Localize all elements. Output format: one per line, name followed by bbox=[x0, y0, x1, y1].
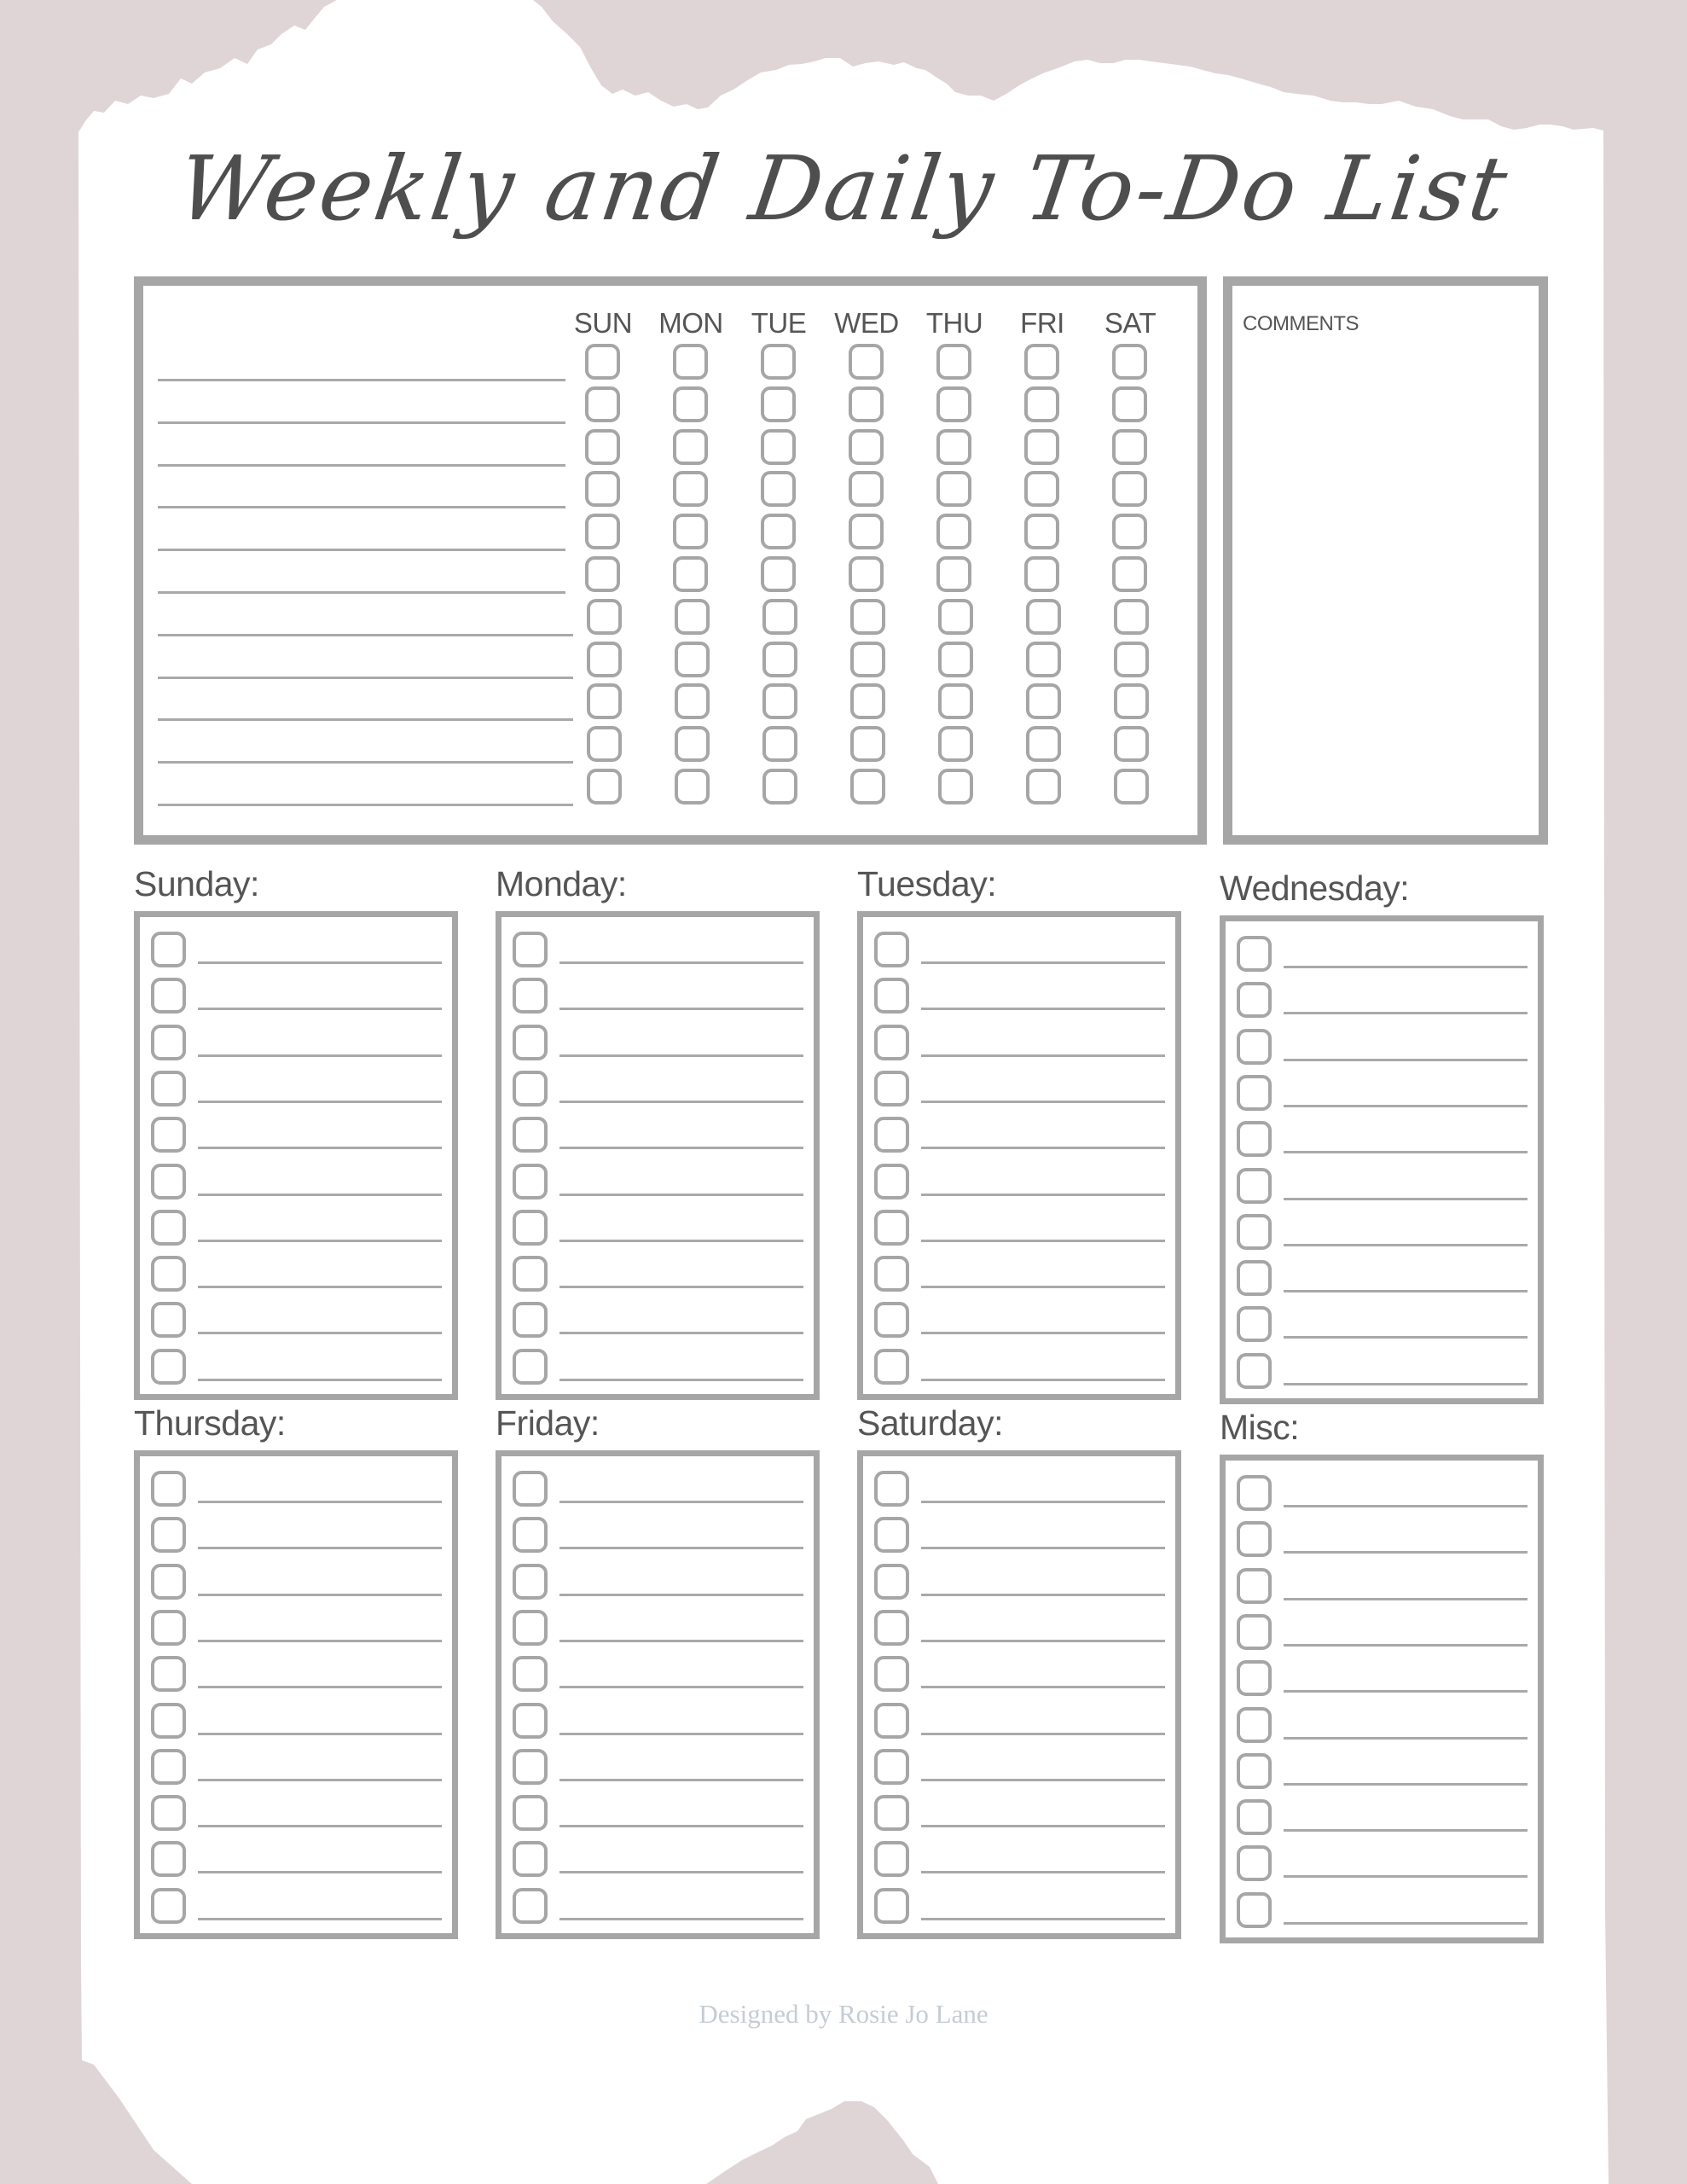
weekly-checkbox-sat[interactable] bbox=[1112, 556, 1147, 592]
task-line[interactable] bbox=[198, 1332, 442, 1334]
task-line[interactable] bbox=[1284, 1151, 1528, 1153]
task-line[interactable] bbox=[198, 1101, 442, 1103]
task-checkbox[interactable] bbox=[1237, 1614, 1272, 1650]
task-line[interactable] bbox=[1284, 1690, 1528, 1693]
weekly-checkbox-fri[interactable] bbox=[1024, 386, 1059, 422]
task-line[interactable] bbox=[921, 1686, 1165, 1688]
task-checkbox[interactable] bbox=[874, 1517, 909, 1553]
task-line[interactable] bbox=[921, 1332, 1165, 1334]
weekly-checkbox-wed[interactable] bbox=[849, 556, 884, 592]
task-checkbox[interactable] bbox=[874, 1256, 909, 1292]
task-checkbox[interactable] bbox=[874, 1117, 909, 1153]
weekly-checkbox-tue[interactable] bbox=[761, 471, 796, 507]
task-line[interactable] bbox=[198, 1640, 442, 1642]
task-checkbox[interactable] bbox=[151, 1564, 186, 1600]
comments-box[interactable] bbox=[1223, 276, 1548, 845]
weekly-checkbox-wed[interactable] bbox=[850, 642, 885, 677]
weekly-checkbox-sun[interactable] bbox=[587, 769, 622, 804]
weekly-checkbox-mon[interactable] bbox=[673, 429, 708, 465]
weekly-checkbox-wed[interactable] bbox=[849, 429, 884, 465]
task-checkbox[interactable] bbox=[151, 1703, 186, 1739]
task-line[interactable] bbox=[559, 1547, 803, 1549]
task-checkbox[interactable] bbox=[513, 1471, 548, 1507]
task-checkbox[interactable] bbox=[151, 1302, 186, 1338]
task-line[interactable] bbox=[1284, 1505, 1528, 1507]
weekly-checkbox-thu[interactable] bbox=[938, 683, 973, 719]
task-line[interactable] bbox=[559, 1871, 803, 1873]
weekly-checkbox-sat[interactable] bbox=[1112, 471, 1147, 507]
task-line[interactable] bbox=[559, 1733, 803, 1735]
weekly-checkbox-mon[interactable] bbox=[673, 471, 708, 507]
task-checkbox[interactable] bbox=[1237, 1353, 1272, 1389]
weekly-task-line[interactable] bbox=[158, 804, 573, 806]
weekly-checkbox-wed[interactable] bbox=[850, 769, 885, 804]
task-checkbox[interactable] bbox=[1237, 1306, 1272, 1342]
task-checkbox[interactable] bbox=[513, 978, 548, 1014]
weekly-checkbox-fri[interactable] bbox=[1026, 683, 1061, 719]
task-checkbox[interactable] bbox=[1237, 982, 1272, 1018]
task-checkbox[interactable] bbox=[151, 1888, 186, 1924]
task-line[interactable] bbox=[921, 1640, 1165, 1642]
weekly-checkbox-fri[interactable] bbox=[1024, 471, 1059, 507]
task-line[interactable] bbox=[198, 1147, 442, 1149]
weekly-checkbox-sat[interactable] bbox=[1114, 599, 1149, 635]
task-checkbox[interactable] bbox=[1237, 1521, 1272, 1557]
task-line[interactable] bbox=[198, 1733, 442, 1735]
task-line[interactable] bbox=[921, 1779, 1165, 1781]
task-line[interactable] bbox=[1284, 1737, 1528, 1740]
task-line[interactable] bbox=[559, 1194, 803, 1196]
task-checkbox[interactable] bbox=[513, 1564, 548, 1600]
task-line[interactable] bbox=[1284, 1059, 1528, 1061]
task-line[interactable] bbox=[559, 1379, 803, 1381]
weekly-checkbox-tue[interactable] bbox=[761, 344, 796, 380]
task-line[interactable] bbox=[921, 1286, 1165, 1288]
day-header-fri: FRI bbox=[1020, 307, 1064, 339]
weekly-checkbox-wed[interactable] bbox=[849, 471, 884, 507]
task-checkbox[interactable] bbox=[513, 1795, 548, 1831]
weekly-checkbox-sat[interactable] bbox=[1114, 726, 1149, 762]
task-checkbox[interactable] bbox=[513, 1888, 548, 1924]
task-checkbox[interactable] bbox=[874, 1656, 909, 1692]
task-checkbox[interactable] bbox=[513, 932, 548, 967]
weekly-checkbox-sun[interactable] bbox=[585, 429, 620, 465]
task-checkbox[interactable] bbox=[151, 1256, 186, 1292]
task-line[interactable] bbox=[559, 1008, 803, 1010]
task-checkbox[interactable] bbox=[1237, 1168, 1272, 1204]
task-line[interactable] bbox=[559, 1147, 803, 1149]
weekly-checkbox-sun[interactable] bbox=[585, 344, 620, 380]
task-checkbox[interactable] bbox=[874, 1610, 909, 1646]
task-line[interactable] bbox=[198, 1871, 442, 1873]
task-checkbox[interactable] bbox=[1237, 1845, 1272, 1881]
weekly-checkbox-thu[interactable] bbox=[936, 514, 971, 549]
weekly-task-line[interactable] bbox=[158, 464, 565, 467]
task-line[interactable] bbox=[559, 961, 803, 964]
weekly-checkbox-sun[interactable] bbox=[587, 642, 622, 677]
task-line[interactable] bbox=[559, 1918, 803, 1920]
task-line[interactable] bbox=[559, 1054, 803, 1057]
task-checkbox[interactable] bbox=[1237, 1707, 1272, 1743]
task-line[interactable] bbox=[559, 1101, 803, 1103]
weekly-task-line[interactable] bbox=[158, 549, 565, 551]
task-line[interactable] bbox=[921, 1501, 1165, 1503]
task-line[interactable] bbox=[921, 1918, 1165, 1920]
task-checkbox[interactable] bbox=[151, 932, 186, 967]
weekly-checkbox-fri[interactable] bbox=[1024, 514, 1059, 549]
weekly-checkbox-sat[interactable] bbox=[1114, 683, 1149, 719]
task-line[interactable] bbox=[921, 1054, 1165, 1057]
weekly-checkbox-sat[interactable] bbox=[1112, 429, 1147, 465]
task-line[interactable] bbox=[1284, 1875, 1528, 1878]
task-line[interactable] bbox=[559, 1501, 803, 1503]
task-line[interactable] bbox=[198, 961, 442, 964]
task-line[interactable] bbox=[921, 1825, 1165, 1827]
weekly-checkbox-sun[interactable] bbox=[587, 599, 622, 635]
weekly-checkbox-sat[interactable] bbox=[1114, 769, 1149, 804]
weekly-checkbox-tue[interactable] bbox=[761, 429, 796, 465]
weekly-checkbox-tue[interactable] bbox=[762, 726, 797, 762]
weekly-checkbox-wed[interactable] bbox=[850, 683, 885, 719]
weekly-task-line[interactable] bbox=[158, 761, 573, 764]
weekly-checkbox-sun[interactable] bbox=[587, 726, 622, 762]
task-line[interactable] bbox=[198, 1686, 442, 1688]
task-line[interactable] bbox=[559, 1286, 803, 1288]
weekly-checkbox-fri[interactable] bbox=[1026, 599, 1061, 635]
task-checkbox[interactable] bbox=[874, 1795, 909, 1831]
task-line[interactable] bbox=[921, 1194, 1165, 1196]
day-header-wed: WED bbox=[834, 307, 899, 339]
weekly-checkbox-wed[interactable] bbox=[850, 599, 885, 635]
page-title: Weekly and Daily To-Do List bbox=[171, 136, 1516, 241]
task-checkbox[interactable] bbox=[874, 1164, 909, 1199]
task-line[interactable] bbox=[921, 1379, 1165, 1381]
task-line[interactable] bbox=[1284, 1922, 1528, 1925]
task-line[interactable] bbox=[921, 961, 1165, 964]
task-line[interactable] bbox=[559, 1332, 803, 1334]
task-checkbox[interactable] bbox=[151, 1610, 186, 1646]
weekly-checkbox-thu[interactable] bbox=[936, 556, 971, 592]
task-line[interactable] bbox=[921, 1147, 1165, 1149]
section-label-friday: Friday: bbox=[496, 1403, 600, 1443]
weekly-checkbox-thu[interactable] bbox=[936, 344, 971, 380]
task-checkbox[interactable] bbox=[1237, 936, 1272, 972]
weekly-checkbox-sun[interactable] bbox=[585, 514, 620, 549]
task-line[interactable] bbox=[1284, 1644, 1528, 1647]
section-label-misc: Misc: bbox=[1220, 1408, 1300, 1447]
task-checkbox[interactable] bbox=[151, 1349, 186, 1385]
task-checkbox[interactable] bbox=[151, 1025, 186, 1060]
task-checkbox[interactable] bbox=[151, 978, 186, 1014]
task-checkbox[interactable] bbox=[1237, 1260, 1272, 1296]
task-line[interactable] bbox=[1284, 1829, 1528, 1832]
weekly-checkbox-mon[interactable] bbox=[673, 556, 708, 592]
weekly-checkbox-tue[interactable] bbox=[762, 599, 797, 635]
weekly-checkbox-thu[interactable] bbox=[936, 386, 971, 422]
task-line[interactable] bbox=[198, 1379, 442, 1381]
weekly-checkbox-mon[interactable] bbox=[675, 599, 710, 635]
task-checkbox[interactable] bbox=[874, 932, 909, 967]
weekly-checkbox-tue[interactable] bbox=[761, 386, 796, 422]
weekly-checkbox-mon[interactable] bbox=[673, 386, 708, 422]
task-checkbox[interactable] bbox=[151, 1656, 186, 1692]
task-checkbox[interactable] bbox=[874, 1471, 909, 1507]
task-line[interactable] bbox=[1284, 1012, 1528, 1014]
day-header-sat: SAT bbox=[1104, 307, 1157, 339]
task-line[interactable] bbox=[198, 1008, 442, 1010]
task-line[interactable] bbox=[198, 1918, 442, 1920]
task-checkbox[interactable] bbox=[151, 1471, 186, 1507]
weekly-checkbox-fri[interactable] bbox=[1026, 726, 1061, 762]
task-line[interactable] bbox=[921, 1240, 1165, 1242]
weekly-checkbox-mon[interactable] bbox=[675, 769, 710, 804]
section-label-wednesday: Wednesday: bbox=[1220, 868, 1410, 908]
task-checkbox[interactable] bbox=[513, 1703, 548, 1739]
weekly-checkbox-sun[interactable] bbox=[585, 471, 620, 507]
day-header-thu: THU bbox=[925, 307, 983, 339]
task-checkbox[interactable] bbox=[1237, 1075, 1272, 1111]
weekly-checkbox-thu[interactable] bbox=[938, 726, 973, 762]
comments-label: COMMENTS bbox=[1243, 312, 1359, 335]
task-checkbox[interactable] bbox=[1237, 1029, 1272, 1065]
task-line[interactable] bbox=[1284, 1598, 1528, 1600]
weekly-checkbox-mon[interactable] bbox=[675, 683, 710, 719]
weekly-task-line[interactable] bbox=[158, 379, 565, 381]
weekly-checkbox-mon[interactable] bbox=[673, 344, 708, 380]
task-checkbox[interactable] bbox=[151, 1117, 186, 1153]
task-line[interactable] bbox=[559, 1594, 803, 1596]
task-checkbox[interactable] bbox=[151, 1795, 186, 1831]
day-header-mon: MON bbox=[658, 307, 723, 339]
weekly-checkbox-wed[interactable] bbox=[849, 514, 884, 549]
task-checkbox[interactable] bbox=[151, 1164, 186, 1199]
task-line[interactable] bbox=[559, 1686, 803, 1688]
task-checkbox[interactable] bbox=[874, 1071, 909, 1107]
day-header-tue: TUE bbox=[751, 307, 807, 339]
weekly-checkbox-sat[interactable] bbox=[1112, 386, 1147, 422]
task-checkbox[interactable] bbox=[874, 978, 909, 1014]
task-line[interactable] bbox=[559, 1779, 803, 1781]
task-line[interactable] bbox=[1284, 1105, 1528, 1107]
weekly-checkbox-sun[interactable] bbox=[585, 556, 620, 592]
weekly-task-line[interactable] bbox=[158, 634, 573, 636]
weekly-checkbox-fri[interactable] bbox=[1024, 344, 1059, 380]
weekly-checkbox-tue[interactable] bbox=[762, 683, 797, 719]
section-label-thursday: Thursday: bbox=[134, 1403, 286, 1443]
task-checkbox[interactable] bbox=[1237, 1799, 1272, 1835]
task-checkbox[interactable] bbox=[151, 1210, 186, 1246]
weekly-checkbox-fri[interactable] bbox=[1024, 556, 1059, 592]
task-line[interactable] bbox=[198, 1286, 442, 1288]
section-label-sunday: Sunday: bbox=[134, 864, 259, 903]
weekly-checkbox-tue[interactable] bbox=[761, 556, 796, 592]
weekly-checkbox-mon[interactable] bbox=[673, 514, 708, 549]
weekly-checkbox-fri[interactable] bbox=[1026, 769, 1061, 804]
task-checkbox[interactable] bbox=[874, 1749, 909, 1785]
task-line[interactable] bbox=[198, 1825, 442, 1827]
task-checkbox[interactable] bbox=[513, 1164, 548, 1199]
task-line[interactable] bbox=[921, 1008, 1165, 1010]
task-checkbox[interactable] bbox=[874, 1564, 909, 1600]
task-line[interactable] bbox=[1284, 966, 1528, 968]
task-line[interactable] bbox=[198, 1194, 442, 1196]
task-checkbox[interactable] bbox=[513, 1302, 548, 1338]
task-line[interactable] bbox=[1284, 1336, 1528, 1339]
task-line[interactable] bbox=[921, 1101, 1165, 1103]
task-line[interactable] bbox=[921, 1871, 1165, 1873]
weekly-checkbox-thu[interactable] bbox=[938, 599, 973, 635]
designer-credit: Designed by Rosie Jo Lane bbox=[699, 1999, 988, 2029]
weekly-task-line[interactable] bbox=[158, 677, 573, 679]
task-checkbox[interactable] bbox=[874, 1210, 909, 1246]
weekly-checkbox-wed[interactable] bbox=[850, 726, 885, 762]
weekly-checkbox-tue[interactable] bbox=[762, 769, 797, 804]
task-checkbox[interactable] bbox=[151, 1841, 186, 1877]
task-line[interactable] bbox=[1284, 1383, 1528, 1385]
weekly-checkbox-thu[interactable] bbox=[938, 769, 973, 804]
weekly-checkbox-sun[interactable] bbox=[587, 683, 622, 719]
task-checkbox[interactable] bbox=[513, 1117, 548, 1153]
task-checkbox[interactable] bbox=[513, 1256, 548, 1292]
task-checkbox[interactable] bbox=[151, 1749, 186, 1785]
task-checkbox[interactable] bbox=[874, 1349, 909, 1385]
task-checkbox[interactable] bbox=[1237, 1121, 1272, 1157]
task-line[interactable] bbox=[1284, 1244, 1528, 1246]
day-header-sun: SUN bbox=[573, 307, 633, 339]
task-checkbox[interactable] bbox=[513, 1656, 548, 1692]
task-line[interactable] bbox=[921, 1594, 1165, 1596]
weekly-checkbox-fri[interactable] bbox=[1026, 642, 1061, 677]
weekly-task-line[interactable] bbox=[158, 718, 573, 721]
task-checkbox[interactable] bbox=[151, 1517, 186, 1553]
task-checkbox[interactable] bbox=[874, 1888, 909, 1924]
task-checkbox[interactable] bbox=[874, 1025, 909, 1060]
weekly-checkbox-sun[interactable] bbox=[585, 386, 620, 422]
weekly-checkbox-sat[interactable] bbox=[1112, 344, 1147, 380]
task-checkbox[interactable] bbox=[1237, 1892, 1272, 1928]
task-line[interactable] bbox=[198, 1240, 442, 1242]
section-label-monday: Monday: bbox=[496, 864, 627, 903]
task-line[interactable] bbox=[198, 1779, 442, 1781]
task-checkbox[interactable] bbox=[151, 1071, 186, 1107]
weekly-checkbox-mon[interactable] bbox=[675, 726, 710, 762]
task-checkbox[interactable] bbox=[1237, 1475, 1272, 1511]
task-line[interactable] bbox=[1284, 1290, 1528, 1292]
weekly-checkbox-sat[interactable] bbox=[1114, 642, 1149, 677]
section-label-saturday: Saturday: bbox=[857, 1403, 1003, 1443]
task-checkbox[interactable] bbox=[513, 1517, 548, 1553]
task-checkbox[interactable] bbox=[1237, 1214, 1272, 1250]
weekly-task-line[interactable] bbox=[158, 421, 565, 424]
task-line[interactable] bbox=[559, 1240, 803, 1242]
task-line[interactable] bbox=[198, 1054, 442, 1057]
weekly-checkbox-tue[interactable] bbox=[761, 514, 796, 549]
task-checkbox[interactable] bbox=[513, 1749, 548, 1785]
weekly-checkbox-thu[interactable] bbox=[936, 429, 971, 465]
task-checkbox[interactable] bbox=[513, 1349, 548, 1385]
task-checkbox[interactable] bbox=[513, 1025, 548, 1060]
task-line[interactable] bbox=[198, 1501, 442, 1503]
task-checkbox[interactable] bbox=[513, 1841, 548, 1877]
task-line[interactable] bbox=[559, 1825, 803, 1827]
weekly-checkbox-thu[interactable] bbox=[936, 471, 971, 507]
task-line[interactable] bbox=[1284, 1783, 1528, 1786]
weekly-task-line[interactable] bbox=[158, 506, 565, 508]
weekly-checkbox-wed[interactable] bbox=[849, 386, 884, 422]
task-line[interactable] bbox=[1284, 1198, 1528, 1200]
task-checkbox[interactable] bbox=[1237, 1568, 1272, 1604]
weekly-checkbox-thu[interactable] bbox=[938, 642, 973, 677]
weekly-checkbox-mon[interactable] bbox=[675, 642, 710, 677]
task-line[interactable] bbox=[921, 1547, 1165, 1549]
task-checkbox[interactable] bbox=[513, 1071, 548, 1107]
task-checkbox[interactable] bbox=[1237, 1660, 1272, 1696]
task-checkbox[interactable] bbox=[874, 1302, 909, 1338]
task-line[interactable] bbox=[921, 1733, 1165, 1735]
task-line[interactable] bbox=[198, 1594, 442, 1596]
task-checkbox[interactable] bbox=[513, 1210, 548, 1246]
task-line[interactable] bbox=[198, 1547, 442, 1549]
task-line[interactable] bbox=[1284, 1551, 1528, 1554]
weekly-checkbox-tue[interactable] bbox=[762, 642, 797, 677]
weekly-checkbox-wed[interactable] bbox=[849, 344, 884, 380]
task-checkbox[interactable] bbox=[1237, 1753, 1272, 1789]
task-line[interactable] bbox=[559, 1640, 803, 1642]
weekly-task-line[interactable] bbox=[158, 591, 565, 594]
weekly-checkbox-fri[interactable] bbox=[1024, 429, 1059, 465]
task-checkbox[interactable] bbox=[874, 1841, 909, 1877]
task-checkbox[interactable] bbox=[513, 1610, 548, 1646]
task-checkbox[interactable] bbox=[874, 1703, 909, 1739]
section-label-tuesday: Tuesday: bbox=[857, 864, 997, 903]
weekly-checkbox-sat[interactable] bbox=[1112, 514, 1147, 549]
